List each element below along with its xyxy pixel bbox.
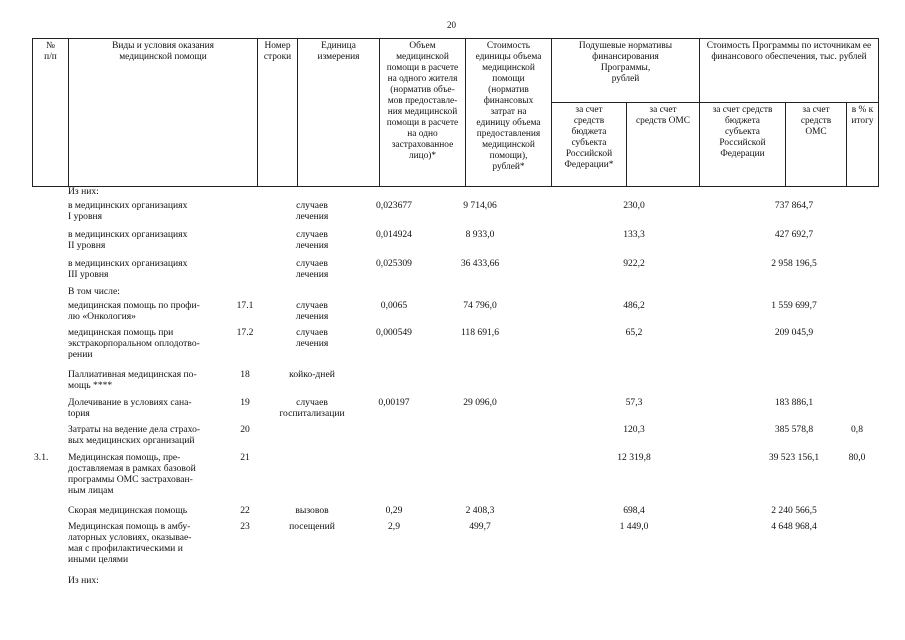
row-volume: 0,014924 [376,229,412,240]
row-desc: медицинская помощь при экстракорпоральном оплодотво- рении [68,327,200,360]
row-pct: 0,8 [851,424,863,435]
row-desc: Медицинская помощь, пре- доставляемая в рамках базовой программы ОМС застрахован- ным лицам [68,452,196,496]
row-cost: 499,7 [469,521,491,532]
row-volume: 0,0065 [380,300,408,311]
row-desc: в медицинских организациях II уровня [68,229,188,251]
row-number: 17.2 [236,327,254,338]
row-unit: случаев лечения [295,258,329,280]
row-unit: посещений [289,521,335,532]
row-pc-oms: 698,4 [623,505,645,516]
row-volume: 0,000549 [376,327,412,338]
row-pc-oms: 1 449,0 [619,521,649,532]
header-unit: Единица измерения [298,39,380,187]
row-pc-oms: 120,3 [623,424,645,435]
row-number: 22 [240,505,250,516]
row-number: 20 [240,424,250,435]
row-volume: 2,9 [388,521,400,532]
header-program-cost: Стоимость Программы по источникам ее финансового обеспечения, тыс. рублей [700,39,879,103]
header-prog-oms: за счет средств ОМС [786,103,847,187]
row-desc: Из них: [68,186,99,197]
row-prog-oms: 183 886,1 [774,397,814,408]
header-row-no: Номер строки [258,39,298,187]
row-desc: Долечивание в условиях сана- tория [68,397,192,419]
header-percap: Подушевые нормативы финансирования Программы, рублей [552,39,700,103]
row-desc: Паллиативная медицинская по- мощь **** [68,369,197,391]
row-desc: медицинская помощь по профи- лю «Онкология» [68,300,200,322]
row-volume: 0,025309 [376,258,412,269]
row-pc-oms: 57,3 [625,397,643,408]
row-cost: 36 433,66 [460,258,500,269]
header-types: Виды и условия оказания медицинской помощи [69,39,258,187]
row-number: 21 [240,452,250,463]
row-cost: 118 691,6 [460,327,500,338]
row-volume: 0,00197 [378,397,410,408]
row-number: 23 [240,521,250,532]
row-cost: 2 408,3 [465,505,495,516]
table-header [32,38,879,187]
row-desc: Затраты на ведение дела страхо- вых медицинских организаций [68,424,201,446]
row-desc: Скорая медицинская помощь [68,505,188,516]
row-prog-oms: 209 045,9 [774,327,814,338]
row-num: 3.1. [34,452,49,463]
header-prog-budget: за счет средств бюджета субъекта Российской Федерации [700,103,786,187]
row-prog-oms: 737 864,7 [774,200,814,211]
row-cost: 8 933,0 [465,229,495,240]
row-number: 17.1 [236,300,254,311]
header-percap-budget: за счет средств бюджета субъекта Российской Федерации* [552,103,627,187]
row-volume: 0,023677 [376,200,412,211]
row-desc: в медицинских организациях I уровня [68,200,188,222]
row-pc-oms: 922,2 [623,258,645,269]
row-cost: 29 096,0 [463,397,497,408]
row-desc: Медицинская помощь в амбу- латорных условиях, оказывае- мая с профилактическими и иными целями [68,521,192,565]
row-number: 19 [240,397,250,408]
row-pc-oms: 133,3 [623,229,645,240]
row-prog-oms: 39 523 156,1 [768,452,820,463]
row-prog-oms: 4 648 968,4 [771,521,817,532]
row-unit: случаев госпитализации [279,397,345,419]
row-pc-oms: 230,0 [623,200,645,211]
row-prog-oms: 2 958 196,5 [771,258,817,269]
header-cost: Стоимость единицы объема медицинской помощи (норматив финансовых затрат на единицу объема предоставления медицинской помощи), рублей* [466,39,552,187]
page-number: 20 [447,20,456,30]
row-prog-oms: 2 240 566,5 [771,505,817,516]
row-pc-oms: 486,2 [623,300,645,311]
row-pc-oms: 12 319,8 [617,452,651,463]
row-unit: случаев лечения [295,327,329,349]
row-prog-oms: 427 692,7 [774,229,814,240]
row-prog-oms: 385 578,8 [774,424,814,435]
row-volume: 0,29 [385,505,403,516]
row-pc-oms: 65,2 [625,327,643,338]
header-percap-oms: за счет средств ОМС [627,103,700,187]
row-unit: случаев лечения [295,300,329,322]
row-number: 18 [240,369,250,380]
row-pct: 80,0 [848,452,866,463]
row-cost: 9 714,06 [463,200,497,211]
header-num: № п/п [33,39,69,187]
row-desc: В том числе: [68,286,120,297]
header-volume: Объем медицинской помощи в расчете на одного жителя (норматив объе- мов предоставле- ния медицинской помощи в расчете на одно застрахованное лицо)* [380,39,466,187]
row-cost: 74 796,0 [463,300,497,311]
row-unit: случаев лечения [295,229,329,251]
row-unit: койко-дней [289,369,335,380]
row-unit: вызовов [295,505,329,516]
row-prog-oms: 1 559 699,7 [771,300,817,311]
header-prog-pct: в % к итогу [847,103,879,187]
row-unit: случаев лечения [295,200,329,222]
row-desc: в медицинских организациях III уровня [68,258,188,280]
row-desc: Из них: [68,575,99,586]
